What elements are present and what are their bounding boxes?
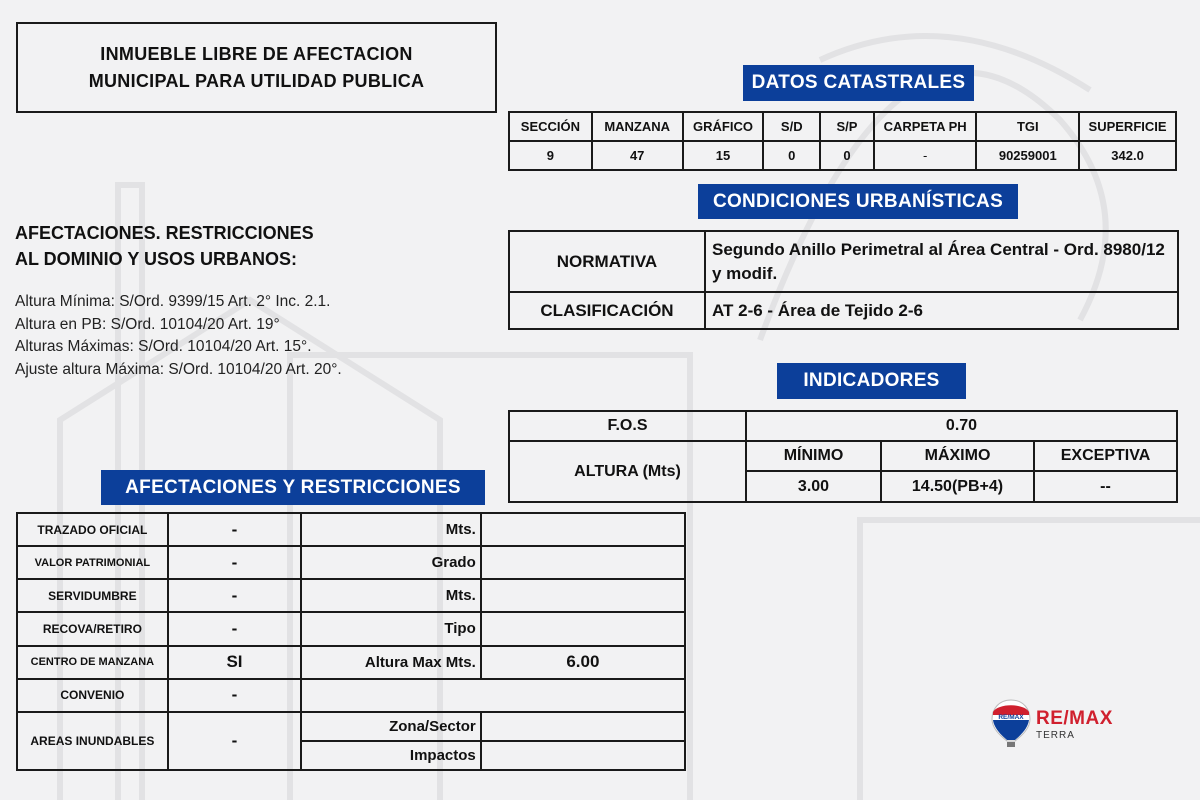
- balloon-icon: [990, 698, 1032, 750]
- value-seccion: 9: [509, 141, 592, 170]
- fos-value: 0.70: [746, 411, 1177, 441]
- value-carpeta-ph: -: [874, 141, 977, 170]
- value-manzana: 47: [592, 141, 683, 170]
- header-sd: S/D: [763, 112, 820, 141]
- fos-row: [509, 411, 1177, 441]
- zona-sector-key: Zona/Sector: [301, 712, 481, 741]
- afectacion-line: Alturas Máximas: S/Ord. 10104/20 Art. 15°.: [15, 338, 312, 355]
- restriccion-row: [17, 612, 685, 645]
- afectaciones-restricciones-label: AFECTACIONES Y RESTRICCIONES: [101, 470, 485, 505]
- valor-patrimonial-key: Grado: [301, 546, 481, 579]
- convenio-label: CONVENIO: [17, 679, 168, 712]
- centro-de-manzana-label: CENTRO DE MANZANA: [17, 646, 168, 679]
- normativa-label: NORMATIVA: [509, 231, 705, 292]
- header-sp: S/P: [820, 112, 874, 141]
- header-grafico: GRÁFICO: [683, 112, 764, 141]
- clasificacion-label: CLASIFICACIÓN: [509, 292, 705, 329]
- remax-brand: RE/MAX: [1036, 708, 1113, 729]
- areas-inundables-value: -: [168, 712, 301, 770]
- altura-header-row: [509, 441, 1177, 471]
- clasificacion-value: AT 2-6 - Área de Tejido 2-6: [705, 292, 1178, 329]
- valor-patrimonial-out: [481, 546, 685, 579]
- altura-max-value: 6.00: [481, 646, 685, 679]
- value-sd: 0: [763, 141, 820, 170]
- trazado-oficial-key: Mts.: [301, 513, 481, 546]
- indicadores-table: [508, 410, 1178, 503]
- servidumbre-value: -: [168, 579, 301, 612]
- trazado-oficial-out: [481, 513, 685, 546]
- header-superficie: SUPERFICIE: [1079, 112, 1176, 141]
- maximo-value: 14.50(PB+4): [881, 471, 1034, 502]
- value-grafico: 15: [683, 141, 764, 170]
- afectaciones-dominio-list: [15, 291, 342, 381]
- afectaciones-restricciones-table: [16, 512, 686, 771]
- value-superficie: 342.0: [1079, 141, 1176, 170]
- condiciones-table: [508, 230, 1179, 330]
- value-sp: 0: [820, 141, 874, 170]
- afectacion-line: Altura Mínima: S/Ord. 9399/15 Art. 2° Inc. 2.1.: [15, 293, 331, 310]
- afectacion-line: Altura en PB: S/Ord. 10104/20 Art. 19°: [15, 315, 280, 333]
- impactos-key: Impactos: [301, 741, 481, 770]
- afectaciones-dominio-heading: [15, 220, 314, 272]
- valor-patrimonial-label: VALOR PATRIMONIAL: [17, 546, 168, 579]
- exceptiva-value: --: [1034, 471, 1177, 502]
- fos-label: F.O.S: [509, 411, 746, 441]
- servidumbre-key: Mts.: [301, 579, 481, 612]
- value-tgi: 90259001: [976, 141, 1079, 170]
- minimo-label: MÍNIMO: [746, 441, 881, 471]
- restriccion-row: [17, 679, 685, 712]
- remax-logo: [990, 698, 1125, 750]
- header-seccion: SECCIÓN: [509, 112, 592, 141]
- minimo-value: 3.00: [746, 471, 881, 502]
- header-tgi: TGI: [976, 112, 1079, 141]
- trazado-oficial-value: -: [168, 513, 301, 546]
- recova-retiro-key: Tipo: [301, 612, 481, 645]
- normativa-row: [509, 231, 1178, 292]
- normativa-value: Segundo Anillo Perimetral al Área Central - Ord. 8980/12 y modif.: [705, 231, 1178, 292]
- restriccion-row: [17, 712, 685, 741]
- altura-label: ALTURA (Mts): [509, 441, 746, 502]
- servidumbre-label: SERVIDUMBRE: [17, 579, 168, 612]
- convenio-empty-cell: [301, 679, 685, 712]
- servidumbre-out: [481, 579, 685, 612]
- recova-retiro-out: [481, 612, 685, 645]
- restriccion-row: [17, 546, 685, 579]
- valor-patrimonial-value: -: [168, 546, 301, 579]
- clasificacion-row: [509, 292, 1178, 329]
- page-title-line-2: MUNICIPAL PARA UTILIDAD PUBLICA: [88, 70, 425, 91]
- afectaciones-heading-line-2: AL DOMINIO Y USOS URBANOS:: [15, 249, 298, 269]
- balloon-text: RE/MAX: [998, 714, 1024, 721]
- convenio-value: -: [168, 679, 301, 712]
- trazado-oficial-label: TRAZADO OFICIAL: [17, 513, 168, 546]
- maximo-label: MÁXIMO: [881, 441, 1034, 471]
- restriccion-row: [17, 513, 685, 546]
- restriccion-row: [17, 646, 685, 679]
- condiciones-label: CONDICIONES URBANÍSTICAS: [698, 184, 1018, 219]
- afectacion-line: Ajuste altura Máxima: S/Ord. 10104/20 Art. 20°.: [15, 360, 342, 378]
- restriccion-row: [17, 579, 685, 612]
- recova-retiro-value: -: [168, 612, 301, 645]
- catastral-header-row: [509, 112, 1176, 141]
- centro-de-manzana-value: SI: [168, 646, 301, 679]
- remax-sub-text: TERRA: [1036, 730, 1075, 741]
- areas-inundables-label: AREAS INUNDABLES: [17, 712, 168, 770]
- remax-brand-text: [1036, 708, 1113, 730]
- header-manzana: MANZANA: [592, 112, 683, 141]
- exceptiva-label: EXCEPTIVA: [1034, 441, 1177, 471]
- datos-catastrales-label: DATOS CATASTRALES: [743, 65, 974, 101]
- afectaciones-heading-line-1: AFECTACIONES. RESTRICCIONES: [15, 223, 314, 243]
- header-carpeta-ph: CARPETA PH: [874, 112, 977, 141]
- impactos-out: [481, 741, 685, 770]
- indicadores-label: INDICADORES: [777, 363, 966, 399]
- recova-retiro-label: RECOVA/RETIRO: [17, 612, 168, 645]
- page-title-line-1: INMUEBLE LIBRE DE AFECTACION: [100, 43, 413, 64]
- datos-catastrales-table: [508, 111, 1177, 171]
- zona-sector-out: [481, 712, 685, 741]
- page-title-box: [16, 22, 497, 113]
- catastral-value-row: [509, 141, 1176, 170]
- altura-max-key: Altura Max Mts.: [301, 646, 481, 679]
